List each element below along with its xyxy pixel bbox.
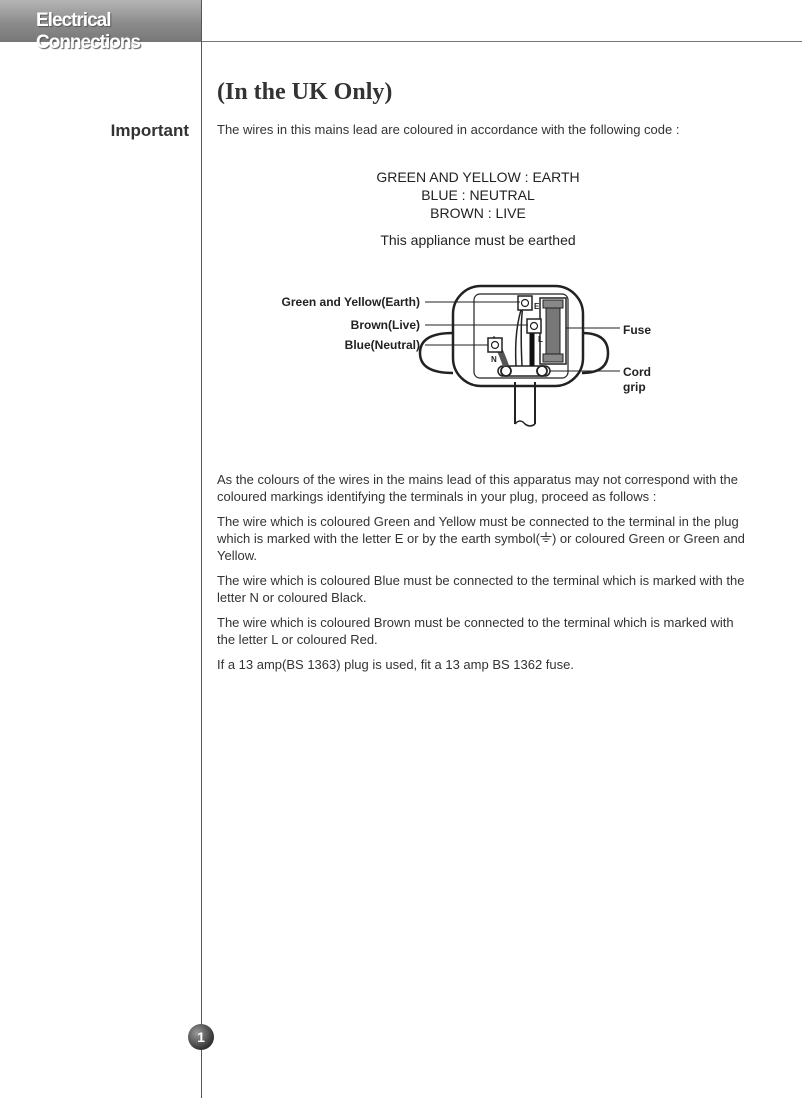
label-live: Brown(Live) xyxy=(350,318,420,332)
label-earth: Green and Yellow(Earth) xyxy=(281,295,420,309)
code-live: BROWN : LIVE xyxy=(430,205,526,221)
code-neutral: BLUE : NEUTRAL xyxy=(421,187,535,203)
paragraph-live: The wire which is coloured Brown must be connected to the terminal which is marked with the letter L or coloured Red. xyxy=(217,615,734,647)
paragraph-earth-start: The wire which is coloured Green and Yellow must be connected to the terminal in the plug which is marked with the letter E or by the earth symbol( xyxy=(217,514,739,546)
instructions xyxy=(217,471,747,681)
cord xyxy=(515,382,535,426)
label-cord: Cord xyxy=(623,365,651,379)
label-grip: grip xyxy=(623,380,646,394)
intro-text: The wires in this mains lead are coloured in accordance with the following code : xyxy=(217,122,680,137)
earthed-note: This appliance must be earthed xyxy=(380,232,576,248)
plug-wiring-diagram xyxy=(270,278,670,428)
terminal-e-label: E xyxy=(534,302,540,311)
page-title: (In the UK Only) xyxy=(217,79,393,105)
section-tab xyxy=(0,0,201,53)
paragraph-fuse: If a 13 amp(BS 1363) plug is used, fit a 13 amp BS 1362 fuse. xyxy=(217,657,574,672)
terminal-n-label: N xyxy=(491,355,497,364)
earth-symbol-icon xyxy=(540,532,552,543)
margin-rule xyxy=(201,0,202,1098)
page-number-badge: 1 xyxy=(188,1024,214,1050)
cord-grip xyxy=(498,366,550,376)
header-divider xyxy=(201,41,802,42)
sidebar-label-important: Important xyxy=(110,121,189,140)
paragraph-mismatch: As the colours of the wires in the mains lead of this apparatus may not correspond with the coloured markings identifying the terminals in your plug, proceed as follows : xyxy=(217,472,738,504)
code-earth: GREEN AND YELLOW : EARTH xyxy=(376,169,580,185)
paragraph-earth-end: ) or coloured Green or Green and Yellow. xyxy=(217,531,745,563)
label-neutral: Blue(Neutral) xyxy=(344,338,420,352)
label-fuse: Fuse xyxy=(623,323,652,337)
section-title: Electrical Connections xyxy=(36,10,141,53)
paragraph-neutral: The wire which is coloured Blue must be connected to the terminal which is marked with the letter N or coloured Black. xyxy=(217,573,745,605)
fuse xyxy=(540,298,566,364)
paragraph-earth xyxy=(217,513,747,564)
terminal-l-label: L xyxy=(538,335,543,344)
color-code-list xyxy=(320,168,636,222)
